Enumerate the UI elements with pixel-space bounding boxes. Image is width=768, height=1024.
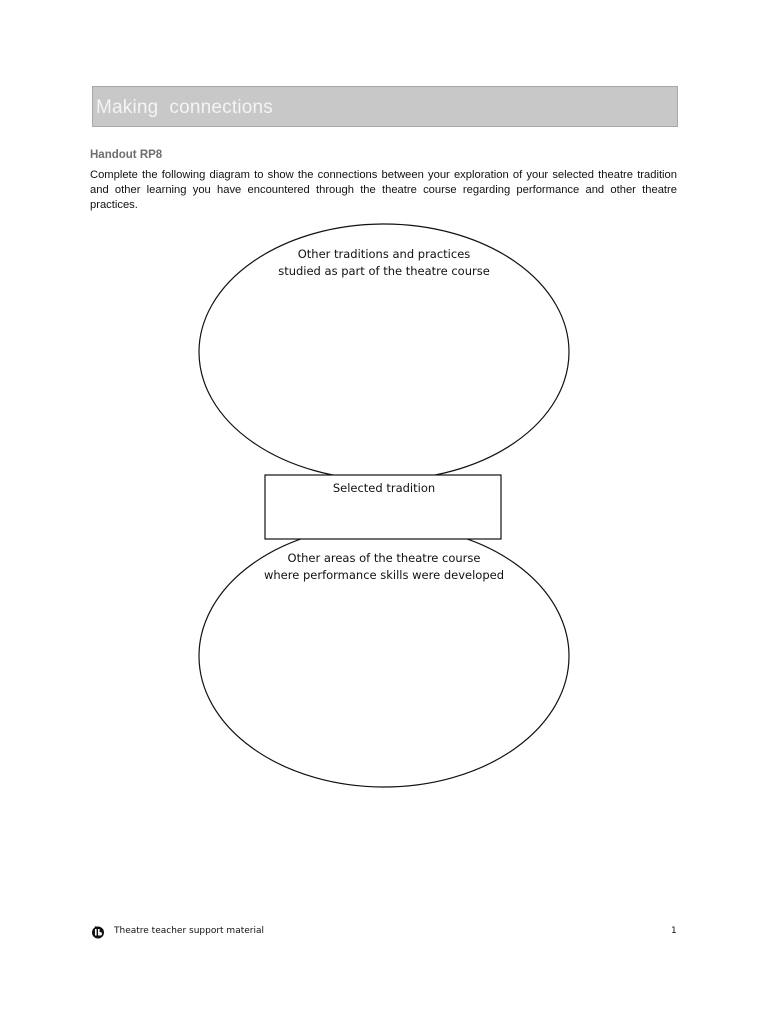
ib-logo-icon	[91, 925, 105, 939]
top-circle-label-line1: Other traditions and practices	[297, 247, 471, 261]
page-number: 1	[671, 926, 677, 936]
page-title: Making connections	[96, 97, 274, 118]
bottom-circle-label-line2: where performance skills were developed	[263, 568, 505, 582]
instructions-text: Complete the following diagram to show the connections between your exploration of your selected theatre tradition and other learning you have encountered through the theatre course regarding performance and other theatre practices.	[90, 169, 677, 211]
footer-text: Theatre teacher support material	[114, 926, 264, 936]
handout-label: Handout RP8	[90, 149, 163, 161]
bottom-circle-label-line1: Other areas of the theatre course	[287, 551, 481, 565]
top-circle	[199, 224, 569, 480]
top-circle-label-line2: studied as part of the theatre course	[278, 264, 490, 278]
selected-tradition-label: Selected tradition	[332, 481, 436, 495]
